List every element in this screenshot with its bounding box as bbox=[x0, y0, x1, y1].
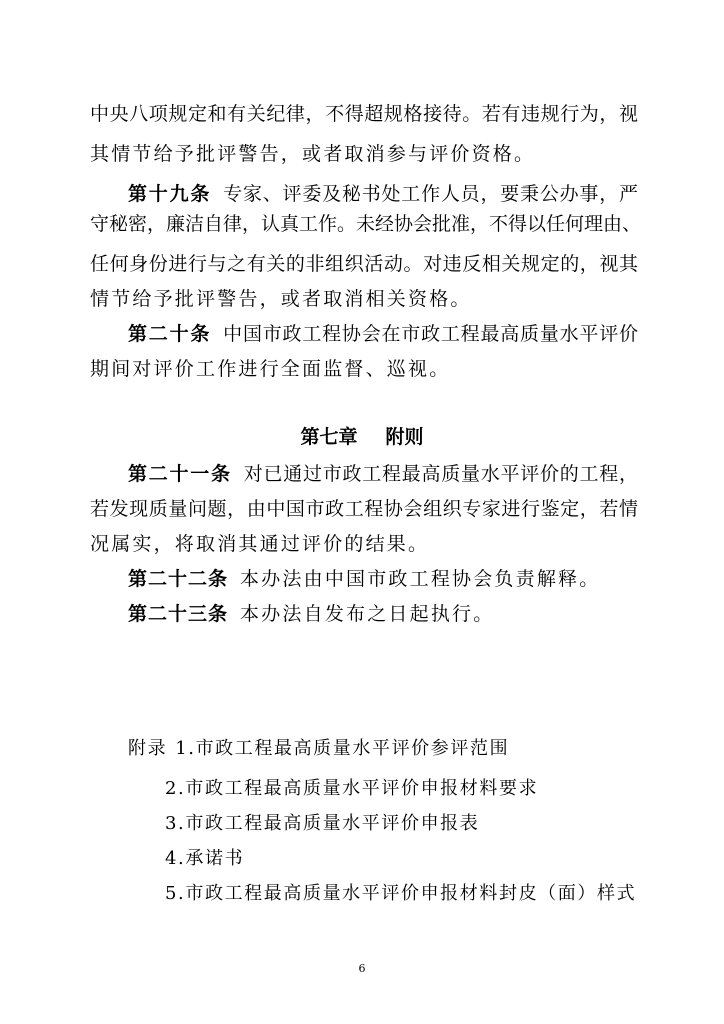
article-20-line-2: 期间对评价工作进行全面监督、巡视。 bbox=[90, 358, 451, 380]
article-21-title: 第二十一条 bbox=[128, 463, 232, 485]
article-23-title: 第二十三条 bbox=[128, 603, 229, 625]
appendix-item-2: 2.市政工程最高质量水平评价申报材料要求 bbox=[165, 778, 539, 799]
article-20-title: 第二十条 bbox=[128, 323, 212, 345]
article-19-first-text: 专家、评委及秘书处工作人员，要秉公办事，严 bbox=[223, 183, 638, 205]
article-19-line-2: 守秘密，廉洁自律，认真工作。未经协会批准，不得以任何理由、 bbox=[90, 213, 642, 235]
article-23-text: 本办法自发布之日起执行。 bbox=[240, 603, 495, 625]
article-20-line-1 bbox=[128, 322, 638, 346]
article-22 bbox=[128, 567, 638, 591]
article-21-line-2: 若发现质量问题，由中国市政工程协会组织专家进行鉴定，若情 bbox=[90, 498, 638, 520]
article-22-title: 第二十二条 bbox=[128, 568, 229, 590]
article-21-line-1 bbox=[128, 462, 638, 486]
appendix-label: 附录 bbox=[128, 738, 168, 759]
article-19-line-1 bbox=[128, 182, 638, 206]
article-22-text: 本办法由中国市政工程协会负责解释。 bbox=[240, 568, 601, 590]
appendix-item-1 bbox=[128, 737, 509, 761]
article-21-first-text: 对已通过市政工程最高质量水平评价的工程， bbox=[243, 463, 638, 485]
article-19-line-4: 情节给予批评警告，或者取消相关资格。 bbox=[90, 288, 472, 310]
appendix-item-3: 3.市政工程最高质量水平评价申报表 bbox=[165, 813, 480, 834]
paragraph-1-line-2: 其情节给予批评警告，或者取消参与评价资格。 bbox=[90, 143, 536, 165]
appendix-item-5: 5.市政工程最高质量水平评价申报材料封皮（面）样式 bbox=[165, 883, 637, 904]
chapter-title: 附则 bbox=[385, 426, 424, 448]
article-21-line-3: 况属实，将取消其通过评价的结果。 bbox=[90, 533, 430, 555]
article-19-line-3: 任何身份进行与之有关的非组织活动。对违反相关规定的，视其 bbox=[90, 253, 638, 275]
article-20-first-text: 中国市政工程协会在市政工程最高质量水平评价 bbox=[223, 323, 638, 345]
appendix-item-4: 4.承诺书 bbox=[165, 848, 245, 869]
paragraph-1-line-1: 中央八项规定和有关纪律，不得超规格接待。若有违规行为，视 bbox=[90, 103, 638, 125]
chapter-heading bbox=[0, 425, 724, 449]
article-19-title: 第十九条 bbox=[128, 183, 212, 205]
article-23 bbox=[128, 602, 638, 626]
appendix-item-1-text: 1.市政工程最高质量水平评价参评范围 bbox=[175, 738, 510, 759]
page-number: 6 bbox=[358, 962, 366, 975]
chapter-number: 第七章 bbox=[300, 426, 358, 448]
